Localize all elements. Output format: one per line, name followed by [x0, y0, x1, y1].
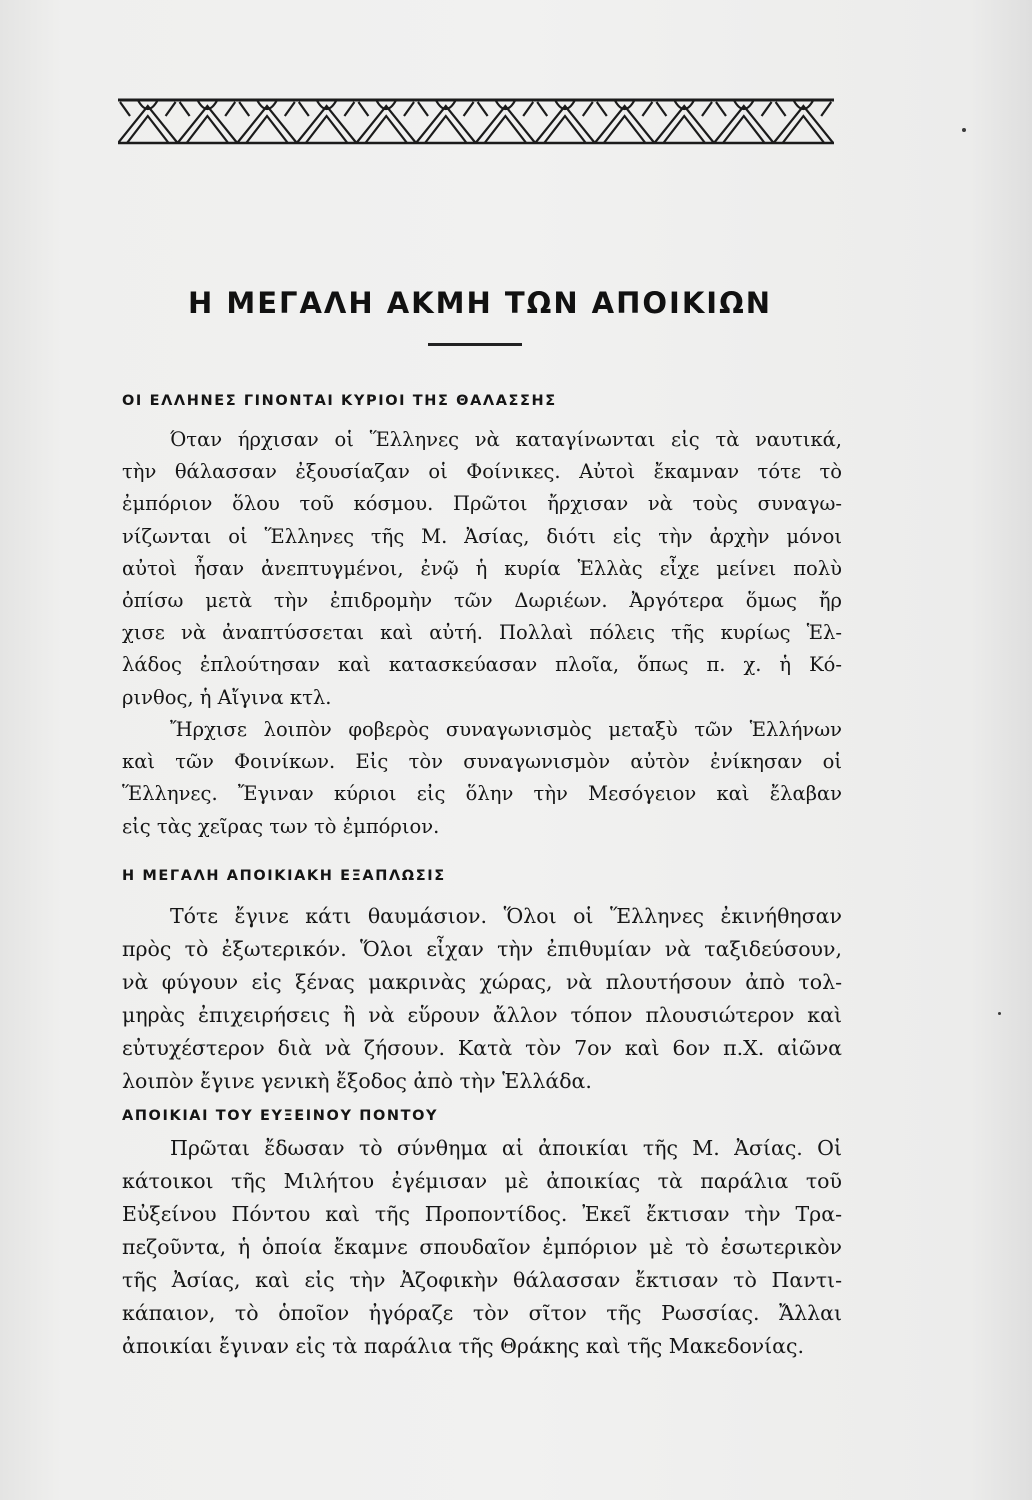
ornament-motif	[774, 100, 834, 143]
ornament-motif	[416, 100, 476, 143]
text-line: ἀποικίαι ἔγιναν εἰς τὰ παράλια τῆς Θράκης καὶ τῆς Μακεδονίας.	[122, 1334, 805, 1358]
text-line: χισε νὰ ἀναπτύσσεται καὶ αὐτή. Πολλαὶ πόλεις τῆς κυρίως Ἑλ-	[122, 621, 842, 645]
ornament-motif	[595, 100, 655, 143]
text-line: πρὸς τὸ ἐξωτερικόν. Ὅλοι εἶχαν τὴν ἐπιθυμίαν νὰ ταξιδεύσουν,	[122, 937, 842, 961]
text-line: κάτοικοι τῆς Μιλήτου ἐγέμισαν μὲ ἀποικίας τὰ παράλια τοῦ	[122, 1169, 842, 1193]
text-line: εἰς τὰς χεῖρας των τὸ ἐμπόριον.	[122, 814, 440, 838]
text-line: Ἤρχισε λοιπὸν φοβερὸς συναγωνισμὸς μεταξὺ τῶν Ἑλλήνων	[170, 718, 842, 741]
text-line: ὀπίσω μετὰ τὴν ἐπιδρομὴν τῶν Δωριέων. Ἀργότερα ὅμως ἤρ	[122, 589, 842, 613]
text-line: αὐτοὶ ἦσαν ἀνεπτυγμένοι, ἐνῷ ἡ κυρία Ἑλλὰς εἶχε μείνει πολὺ	[122, 556, 842, 580]
ornament-motif	[297, 100, 357, 143]
ornament-motif	[714, 100, 774, 143]
text-line: τῆς Ἀσίας, καὶ εἰς τὴν Ἀζοφικὴν θάλασσαν ἔκτισαν τὸ Παντι-	[122, 1268, 842, 1292]
section-1-paragraph-2	[122, 714, 842, 843]
text-line: κάπαιον, τὸ ὁποῖον ἠγόραζε τὸν σῖτον τῆς Ρωσσίας. Ἄλλαι	[122, 1301, 842, 1325]
ornament-motif	[237, 100, 297, 143]
ornament-motif	[535, 100, 595, 143]
text-line: ρινθος, ἡ Αἴγινα κτλ.	[122, 685, 332, 709]
ornament-motif	[476, 100, 536, 143]
ornament-motif	[654, 100, 714, 143]
decorative-border-ornament	[118, 96, 834, 148]
section-heading-1: ΟΙ ΕΛΛΗΝΕΣ ΓΙΝΟΝΤΑΙ ΚΥΡΙΟΙ ΤΗΣ ΘΑΛΑΣΣΗΣ	[122, 393, 557, 409]
section-1-paragraph-1	[122, 424, 842, 714]
ornament-motif	[178, 100, 238, 143]
page-title: Η ΜΕΓΑΛΗ ΑΚΜΗ ΤΩΝ ΑΠΟΙΚΙΩΝ	[187, 286, 773, 320]
text-line: εὐτυχέστερον διὰ νὰ ζήσουν. Κατὰ τὸν 7ον καὶ 6ον π.Χ. αἰῶνα	[122, 1036, 842, 1060]
text-line: πεζοῦντα, ἡ ὁποία ἔκαμνε σπουδαῖον ἐμπόριον μὲ τὸ ἐσωτερικὸν	[122, 1235, 842, 1259]
ornament-motif	[118, 100, 178, 143]
section-heading-3: ΑΠΟΙΚΙΑΙ ΤΟΥ ΕΥΞΕΙΝΟΥ ΠΟΝΤΟΥ	[122, 1108, 439, 1124]
section-2-paragraph-1	[122, 900, 842, 1098]
ornament-motif	[356, 100, 416, 143]
text-line: νίζωνται οἱ Ἕλληνες τῆς Μ. Ἀσίας, διότι εἰς τὴν ἀρχὴν μόνοι	[122, 524, 842, 548]
text-line: Τότε ἔγινε κάτι θαυμάσιον. Ὅλοι οἱ Ἕλληνες ἐκινήθησαν	[170, 904, 842, 928]
title-rule	[428, 343, 522, 346]
text-line: νὰ φύγουν εἰς ξένας μακρινὰς χώρας, νὰ πλουτήσουν ἀπὸ τολ-	[122, 970, 842, 994]
text-line: μηρὰς ἐπιχειρήσεις ἢ νὰ εὕρουν ἄλλον τόπον πλουσιώτερον καὶ	[122, 1003, 842, 1027]
section-3-paragraph-1	[122, 1132, 842, 1363]
paper-speck	[962, 128, 966, 132]
paper-speck	[998, 1012, 1001, 1015]
text-line: τὴν θάλασσαν ἐξουσίαζαν οἱ Φοίνικες. Αὐτοὶ ἔκαμναν τότε τὸ	[122, 460, 842, 484]
text-line: καὶ τῶν Φοινίκων. Εἰς τὸν συναγωνισμὸν αὐτὸν ἐνίκησαν οἱ	[122, 750, 842, 774]
text-line: Όταν ήρχισαν οἱ Ἕλληνες νὰ καταγίνωνται εἰς τὰ ναυτικά,	[170, 428, 842, 451]
text-line: λοιπὸν ἔγινε γενικὴ ἔξοδος ἀπὸ τὴν Ἑλλάδα.	[122, 1069, 592, 1093]
section-heading-2: Η ΜΕΓΑΛΗ ΑΠΟΙΚΙΑΚΗ ΕΞΑΠΛΩΣΙΣ	[122, 868, 446, 884]
text-line: Εὐξείνου Πόντου καὶ τῆς Προποντίδος. Ἐκεῖ ἔκτισαν τὴν Τρα-	[122, 1202, 842, 1226]
text-line: Πρῶται ἔδωσαν τὸ σύνθημα αἱ ἀποικίαι τῆς Μ. Ἀσίας. Οἱ	[170, 1136, 842, 1160]
text-line: Ἕλληνες. Ἔγιναν κύριοι εἰς ὅλην τὴν Μεσόγειον καὶ ἔλαβαν	[122, 782, 842, 806]
text-line: ἐμπόριον ὅλου τοῦ κόσμου. Πρῶτοι ἤρχισαν νὰ τοὺς συναγω-	[122, 492, 842, 516]
text-line: λάδος ἐπλούτησαν καὶ κατασκεύασαν πλοῖα, ὅπως π. χ. ἡ Κό-	[122, 653, 842, 677]
